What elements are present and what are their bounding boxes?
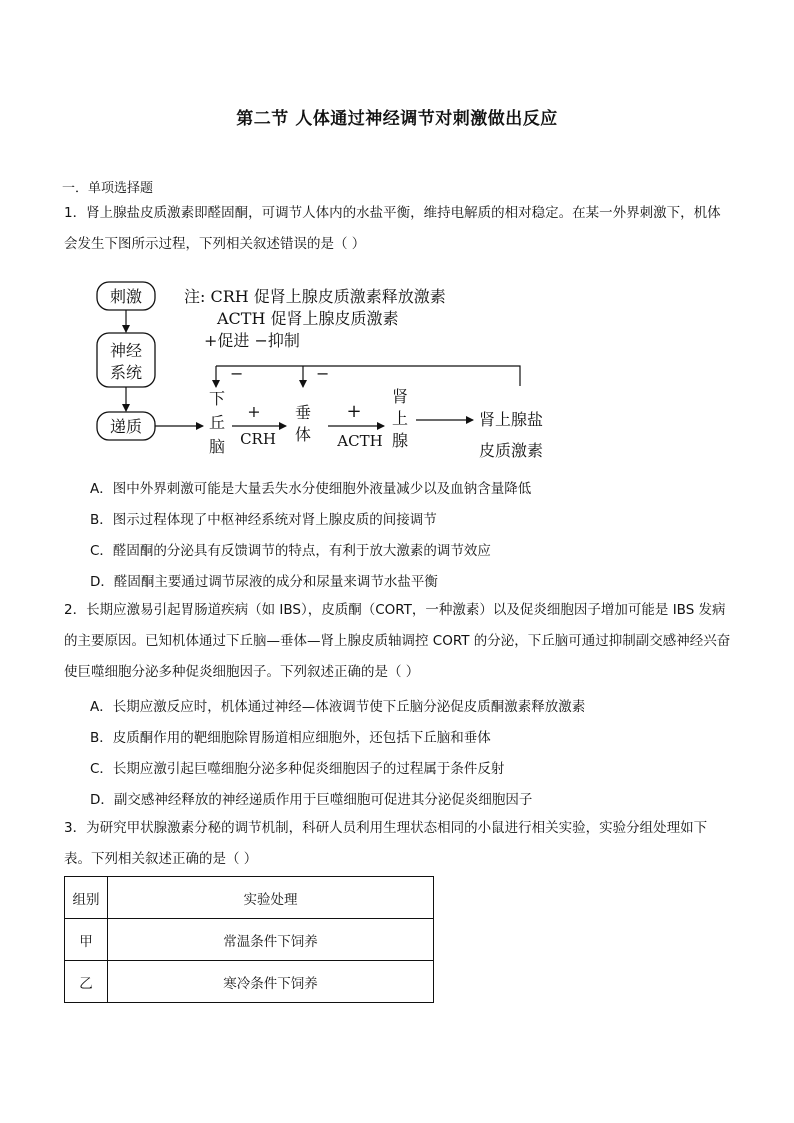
- acth-plus-sign: +: [346, 401, 362, 422]
- question-1-stem: 1．肾上腺盐皮质激素即醛固酮，可调节人体内的水盐平衡，维持电解质的相对稳定。在某一外界刺激下，机体会发生下图所示过程，下列相关叙述错误的是（ ）: [64, 205, 721, 252]
- table-cell: 甲: [65, 919, 108, 961]
- hypothalamus-char-3: 脑: [208, 437, 226, 456]
- header-treatment: 实验处理: [108, 877, 434, 919]
- feedback-minus-1: −: [230, 364, 244, 383]
- hormone-regulation-diagram: [90, 278, 560, 468]
- stimulus-label: 刺激: [109, 287, 143, 306]
- q2-option-d: D．副交感神经释放的神经递质作用于巨噬细胞可促进其分泌促炎细胞因子: [90, 792, 533, 808]
- hypothalamus-char-1: 下: [208, 389, 226, 408]
- adrenal-char-3: 腺: [391, 431, 409, 450]
- transmitter-label: 递质: [109, 417, 143, 436]
- page-title: 第二节 人体通过神经调节对刺激做出反应: [236, 109, 558, 129]
- hormone-label-2: 皮质激素: [479, 441, 544, 460]
- adrenal-char-2: 上: [391, 409, 409, 428]
- q1-option-d: D．醛固酮主要通过调节尿液的成分和尿量来调节水盐平衡: [90, 574, 438, 590]
- pituitary-char-2: 体: [294, 425, 312, 444]
- acth-label: ACTH: [337, 432, 383, 450]
- table-row: [65, 961, 434, 1003]
- pituitary-char-1: 垂: [294, 403, 312, 422]
- nervous-system-label-2: 系统: [109, 363, 143, 382]
- q2-option-a: A．长期应激反应时，机体通过神经—体液调节使下丘脑分泌促皮质酮激素释放激素: [90, 699, 586, 715]
- table-cell: 常温条件下饲养: [108, 919, 434, 961]
- hypothalamus-char-2: 丘: [208, 413, 226, 432]
- table-cell: 乙: [65, 961, 108, 1003]
- note-line-2: ACTH 促肾上腺皮质激素: [217, 309, 399, 328]
- q2-option-b: B．皮质酮作用的靶细胞除胃肠道相应细胞外，还包括下丘脑和垂体: [90, 730, 491, 746]
- q2-option-c: C．长期应激引起巨噬细胞分泌多种促炎细胞因子的过程属于条件反射: [90, 761, 505, 777]
- feedback-line: [216, 366, 520, 386]
- table-cell: 寒冷条件下饲养: [108, 961, 434, 1003]
- table-header-row: [65, 877, 434, 919]
- question-2-stem: 2．长期应激易引起胃肠道疾病（如 IBS），皮质酮（CORT，一种激素）以及促炎细胞因子增加可能是 IBS 发病的主要原因。已知机体通过下丘脑—垂体—肾上腺皮质轴调控 CORT 的分泌，下丘脑可通过抑制副交感神经兴奋使巨噬细胞分泌多种促炎细胞因子。下列叙述正确的是（ ）: [64, 602, 731, 680]
- question-3-stem: 3．为研究甲状腺激素分秘的调节机制，科研人员利用生理状态相同的小鼠进行相关实验，实验分组处理如下表。下列相关叙述正确的是（ ）: [64, 820, 708, 867]
- note-line-3: +促进 −抑制: [204, 331, 300, 350]
- note-line-1: 注: CRH 促肾上腺皮质激素释放激素: [184, 287, 446, 306]
- header-group: 组别: [65, 877, 108, 919]
- nervous-system-label-1: 神经: [109, 341, 143, 360]
- experiment-table: [64, 876, 434, 1003]
- crh-label: CRH: [240, 430, 276, 448]
- adrenal-char-1: 肾: [391, 387, 409, 406]
- q1-option-b: B．图示过程体现了中枢神经系统对肾上腺皮质的间接调节: [90, 512, 437, 528]
- feedback-minus-2: −: [316, 364, 330, 383]
- crh-plus-sign: +: [247, 402, 261, 421]
- q1-option-a: A．图中外界刺激可能是大量丢失水分使细胞外液量减少以及血钠含量降低: [90, 481, 532, 497]
- q1-option-c: C．醛固酮的分泌具有反馈调节的特点，有利于放大激素的调节效应: [90, 543, 491, 559]
- section-heading: 一．单项选择题: [62, 181, 154, 196]
- table-row: [65, 919, 434, 961]
- hormone-label-1: 肾上腺盐: [479, 410, 544, 429]
